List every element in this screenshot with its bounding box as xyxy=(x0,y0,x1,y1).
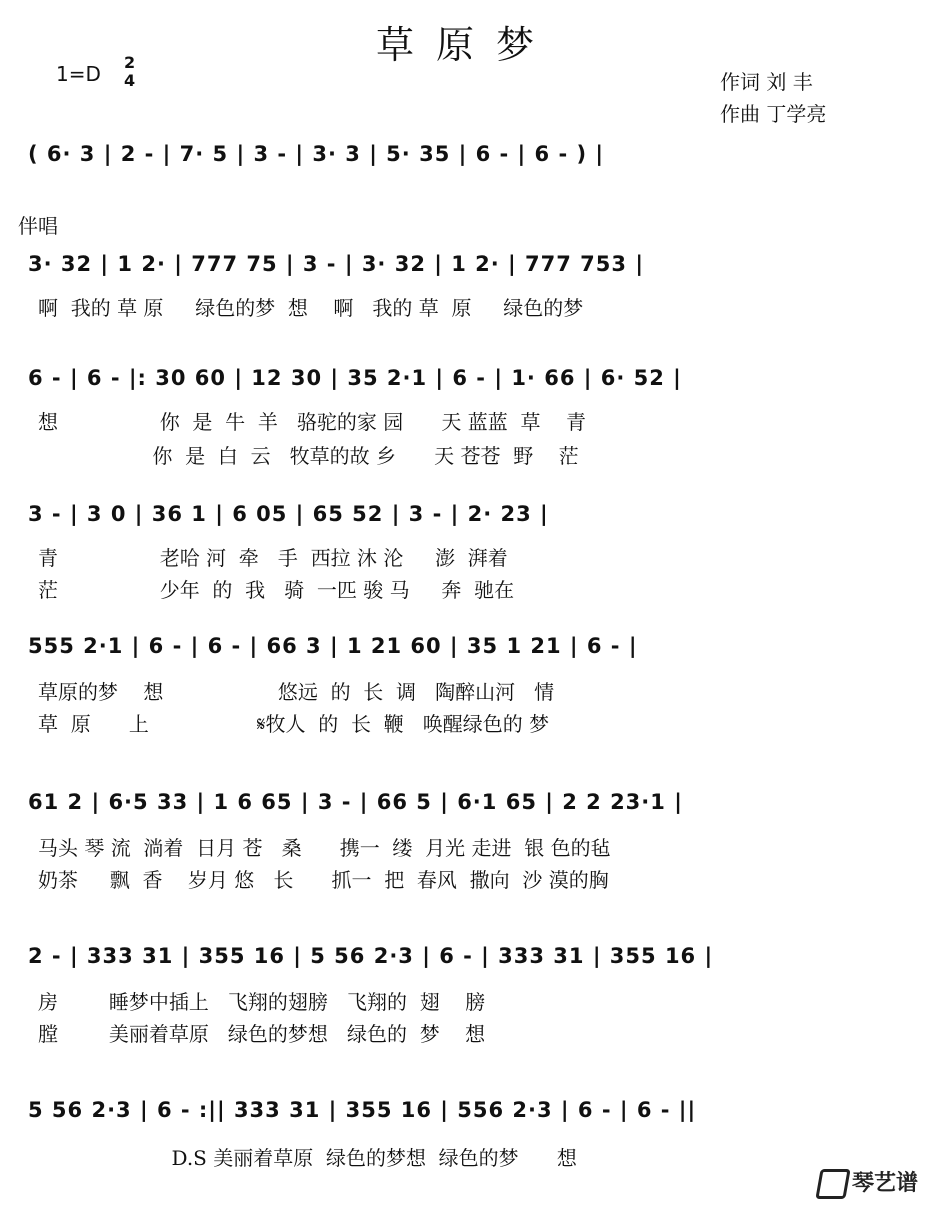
notation-line: 555 2·1 | 6 - | 6 - | 66 3 | 1 21 60 | 35 1 21 | 6 - | xyxy=(28,634,638,658)
notation-line: 2 - | 333 31 | 355 16 | 5 56 2·3 | 6 - | 333 31 | 355 16 | xyxy=(28,944,714,968)
time-signature-top: 2 xyxy=(124,53,136,72)
score-system-7 xyxy=(28,944,908,1054)
notation-line: 6 - | 6 - |: 30 60 | 12 30 | 35 2·1 | 6 - | 1· 66 | 6· 52 | xyxy=(28,366,682,390)
score-system-8 xyxy=(28,1098,908,1178)
lyric-line: 膛 美丽着草原 绿色的梦想 绿色的 梦 想 xyxy=(38,1022,486,1046)
lyric-line: 你 是 白 云 牧草的故 乡 天 苍苍 野 茫 xyxy=(38,444,579,468)
lyricist-credit: 作词 刘 丰 xyxy=(720,70,813,94)
lyric-line: 青 老哈 河 牵 手 西拉 沐 沦 澎 湃着 xyxy=(38,546,508,570)
lyric-line: 房 睡梦中插上 飞翔的翅膀 飞翔的 翅 膀 xyxy=(38,990,486,1014)
notation-line: ( 6· 3 | 2 - | 7· 5 | 3 - | 3· 3 | 5· 35 | 6 - | 6 - ) | xyxy=(28,142,605,166)
score-system-4 xyxy=(28,502,908,612)
score-system-6 xyxy=(28,790,908,900)
notation-line: 3 - | 3 0 | 36 1 | 6 05 | 65 52 | 3 - | 2· 23 | xyxy=(28,502,549,526)
lyric-line: 马头 琴 流 淌着 日月 苍 桑 携一 缕 月光 走进 银 色的毡 xyxy=(38,836,611,860)
lyric-line: 想 你 是 牛 羊 骆驼的家 园 天 蓝蓝 草 青 xyxy=(38,410,586,434)
key-signature: 1=D xyxy=(56,62,101,86)
lyric-line: 草 原 上 𝄋牧人 的 长 鞭 唤醒绿色的 梦 xyxy=(38,712,550,736)
composer-credit: 作曲 丁学亮 xyxy=(720,102,827,126)
time-signature-bottom: 4 xyxy=(124,71,136,90)
score-system-1 xyxy=(28,142,908,202)
page-title: 草原梦 xyxy=(375,23,556,67)
lyric-line: 茫 少年 的 我 骑 一匹 骏 马 奔 驰在 xyxy=(38,578,515,602)
time-signature xyxy=(124,54,135,90)
lyric-line: 草原的梦 想 悠远 的 长 调 陶醉山河 情 xyxy=(38,680,555,704)
lyric-line: D.S 美丽着草原 绿色的梦想 绿色的梦 想 xyxy=(38,1146,577,1170)
lyric-line: 啊 我的 草 原 绿色的梦 想 啊 我的 草 原 绿色的梦 xyxy=(38,296,584,320)
score-system-5 xyxy=(28,634,908,744)
site-logo xyxy=(818,1166,918,1199)
score-system-3 xyxy=(28,366,908,476)
notation-line: 3· 32 | 1 2· | 777 75 | 3 - | 3· 32 | 1 2· | 777 753 | xyxy=(28,252,644,276)
score-system-2 xyxy=(28,252,908,332)
section-label: 伴唱 xyxy=(18,214,58,238)
logo-text: 琴艺谱 xyxy=(851,1171,918,1196)
notation-line: 5 56 2·3 | 6 - :|| 333 31 | 355 16 | 556 2·3 | 6 - | 6 - || xyxy=(28,1098,697,1122)
lyric-line: 奶茶 飘 香 岁月 悠 长 抓一 把 春风 撒向 沙 漠的胸 xyxy=(38,868,609,892)
logo-icon xyxy=(815,1169,850,1199)
notation-line: 61 2 | 6·5 33 | 1 6 65 | 3 - | 66 5 | 6·1 65 | 2 2 23·1 | xyxy=(28,790,683,814)
